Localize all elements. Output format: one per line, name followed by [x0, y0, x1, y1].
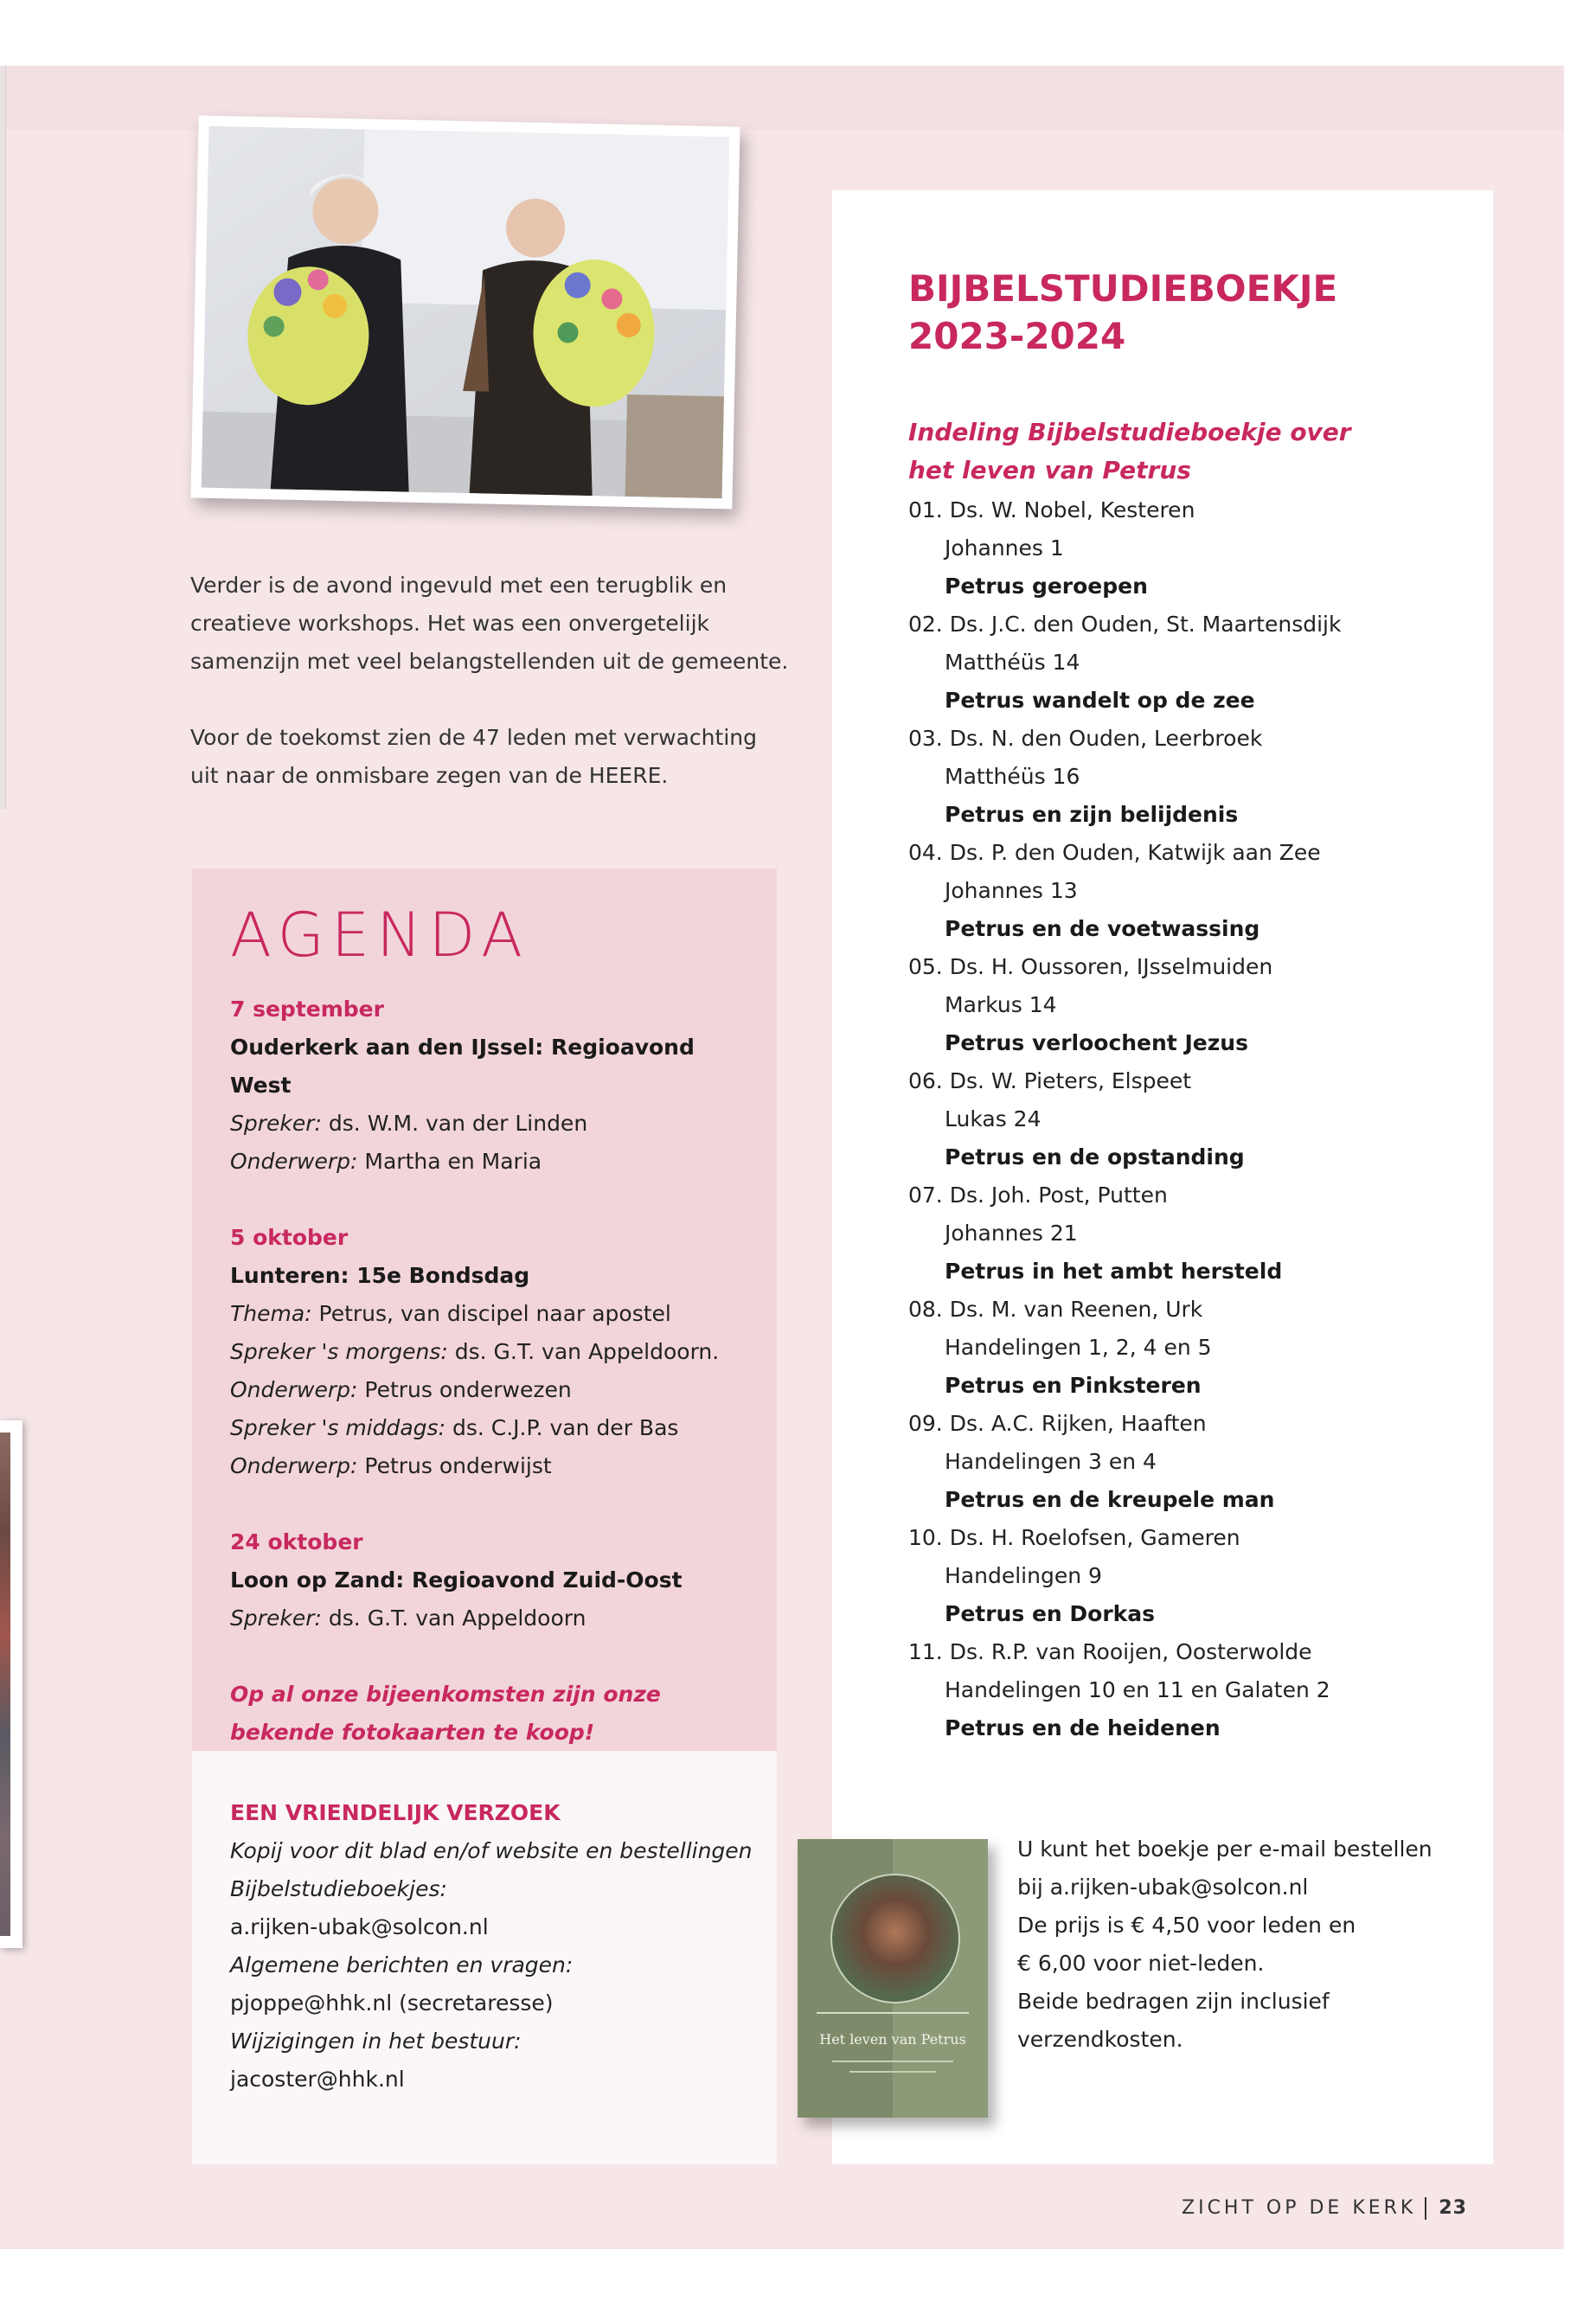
study-item — [908, 948, 1479, 1062]
study-topic: Petrus en zijn belijdenis — [945, 802, 1239, 827]
detail-label: Spreker: — [230, 1606, 322, 1631]
previous-page-photo-edge — [0, 1420, 22, 1948]
study-reference: Johannes 13 — [945, 878, 1078, 903]
bible-study-subtitle — [908, 413, 1427, 490]
intro-line: Voor de toekomst zien de 47 leden met verwachting — [190, 725, 757, 750]
order-line: Beide bedragen zijn inclusief — [1017, 1989, 1330, 2014]
study-topic: Petrus geroepen — [945, 574, 1148, 599]
study-reference: Handelingen 10 en 11 en Galaten 2 — [945, 1677, 1330, 1702]
booklet-title: Het leven van Petrus — [819, 2031, 966, 2048]
study-speaker — [908, 1633, 1479, 1671]
study-item — [908, 1176, 1479, 1291]
study-speaker — [908, 720, 1479, 758]
magazine-name: ZICHT OP DE KERK — [1182, 2197, 1417, 2219]
event-photo-image — [202, 126, 730, 499]
study-item — [908, 1062, 1479, 1176]
event-date: 24 oktober — [230, 1529, 363, 1554]
bible-title-line: BIJBELSTUDIEBOEKJE — [908, 267, 1338, 310]
order-info — [1017, 1830, 1484, 2059]
request-line: Algemene berichten en vragen: — [230, 1952, 574, 1977]
detail-value: Petrus, van discipel naar apostel — [311, 1301, 671, 1326]
speaker-text: Ds. J.C. den Ouden, St. Maartensdijk — [949, 612, 1342, 637]
study-topic: Petrus en Dorkas — [945, 1601, 1156, 1626]
speaker-text: Ds. H. Oussoren, IJsselmuiden — [949, 954, 1273, 979]
study-topic: Petrus en de heidenen — [945, 1715, 1221, 1740]
event-photo — [190, 115, 740, 509]
study-speaker — [908, 1176, 1479, 1215]
agenda-title: AGENDA — [230, 900, 530, 971]
footer-divider — [1425, 2197, 1426, 2220]
order-line: bij a.rijken-ubak@solcon.nl — [1017, 1875, 1309, 1900]
agenda-note-line: bekende fotokaarten te koop! — [230, 1720, 595, 1745]
study-number: 04. — [908, 840, 943, 865]
study-topic: Petrus en de kreupele man — [945, 1487, 1275, 1512]
event-place: Loon op Zand: Regioavond Zuid-Oost — [230, 1567, 683, 1593]
study-reference: Lukas 24 — [945, 1106, 1042, 1131]
speaker-text: Ds. A.C. Rijken, Haaften — [949, 1411, 1207, 1436]
detail-value: Petrus onderwezen — [357, 1377, 572, 1402]
study-speaker — [908, 1062, 1479, 1100]
study-item — [908, 491, 1479, 606]
intro-line: Verder is de avond ingevuld met een terugblik en — [190, 573, 727, 598]
bible-subtitle-line: het leven van Petrus — [908, 456, 1191, 484]
detail-value: Petrus onderwijst — [357, 1453, 552, 1478]
study-topic: Petrus in het ambt hersteld — [945, 1259, 1283, 1284]
event-detail — [230, 1143, 758, 1181]
agenda-event — [230, 1219, 758, 1485]
intro-line: creatieve workshops. Het was een onvergetelijk — [190, 611, 709, 636]
study-speaker — [908, 834, 1479, 872]
study-item — [908, 606, 1479, 720]
study-reference: Matthéüs 14 — [945, 650, 1080, 675]
agenda-event — [230, 1523, 758, 1638]
study-number: 03. — [908, 726, 943, 751]
intro-line: uit naar de onmisbare zegen van de HEERE. — [190, 763, 669, 788]
speaker-text: Ds. M. van Reenen, Urk — [949, 1297, 1203, 1322]
speaker-text: Ds. H. Roelofsen, Gameren — [949, 1525, 1240, 1550]
agenda-list — [230, 990, 758, 1752]
bible-study-title — [908, 265, 1462, 360]
intro-paragraph-2 — [190, 719, 796, 795]
request-email[interactable]: a.rijken-ubak@solcon.nl — [230, 1914, 489, 1939]
intro-text — [190, 567, 796, 833]
study-number: 11. — [908, 1639, 943, 1664]
event-detail — [230, 1333, 758, 1371]
study-reference: Markus 14 — [945, 992, 1057, 1017]
intro-line: samenzijn met veel belangstellenden uit de gemeente. — [190, 649, 789, 674]
study-item — [908, 1633, 1479, 1747]
order-line: € 6,00 voor niet-leden. — [1017, 1951, 1265, 1976]
study-item — [908, 1519, 1479, 1633]
study-speaker — [908, 606, 1479, 644]
order-line: verzendkosten. — [1017, 2027, 1183, 2052]
study-reference: Handelingen 9 — [945, 1563, 1102, 1588]
agenda-event — [230, 990, 758, 1181]
order-line: De prijs is € 4,50 voor leden en — [1017, 1913, 1356, 1938]
agenda-note — [230, 1676, 758, 1752]
detail-label: Spreker 's middags: — [230, 1415, 445, 1440]
study-topic: Petrus en de opstanding — [945, 1144, 1245, 1170]
speaker-text: Ds. W. Nobel, Kesteren — [949, 497, 1195, 522]
study-reference: Johannes 1 — [945, 535, 1064, 561]
booklet-cover-image — [798, 1839, 988, 2118]
study-reference: Handelingen 1, 2, 4 en 5 — [945, 1335, 1212, 1360]
event-date: 5 oktober — [230, 1225, 349, 1250]
event-detail — [230, 1599, 758, 1638]
study-number: 01. — [908, 497, 943, 522]
request-line: Kopij voor dit blad en/of website en bestellingen — [230, 1838, 753, 1863]
bible-subtitle-line: Indeling Bijbelstudieboekje over — [908, 418, 1351, 446]
request-line: Wijzigingen in het bestuur: — [230, 2029, 522, 2054]
study-number: 05. — [908, 954, 943, 979]
detail-value: ds. G.T. van Appeldoorn — [321, 1606, 586, 1631]
speaker-text: Ds. N. den Ouden, Leerbroek — [949, 726, 1263, 751]
study-item — [908, 720, 1479, 834]
study-number: 06. — [908, 1068, 943, 1093]
request-line: Bijbelstudieboekjes: — [230, 1876, 447, 1901]
detail-value: ds. G.T. van Appeldoorn. — [447, 1339, 720, 1364]
study-item — [908, 834, 1479, 948]
study-speaker — [908, 1519, 1479, 1557]
event-detail — [230, 1371, 758, 1409]
speaker-text: Ds. P. den Ouden, Katwijk aan Zee — [949, 840, 1321, 865]
event-detail — [230, 1295, 758, 1333]
order-line: U kunt het boekje per e-mail bestellen — [1017, 1836, 1433, 1862]
study-topic: Petrus en Pinksteren — [945, 1373, 1202, 1398]
detail-label: Spreker: — [230, 1111, 322, 1136]
study-topic: Petrus wandelt op de zee — [945, 688, 1255, 713]
event-detail — [230, 1409, 758, 1447]
speaker-text: Ds. Joh. Post, Putten — [949, 1183, 1168, 1208]
event-place: Lunteren: 15e Bondsdag — [230, 1263, 530, 1288]
study-number: 07. — [908, 1183, 943, 1208]
study-number: 08. — [908, 1297, 943, 1322]
agenda-note-line: Op al onze bijeenkomsten zijn onze — [230, 1682, 661, 1707]
study-speaker — [908, 1405, 1479, 1443]
bible-title-line: 2023-2024 — [908, 315, 1126, 357]
page-footer — [1173, 2197, 1467, 2220]
event-detail — [230, 1447, 758, 1485]
detail-value: ds. C.J.P. van der Bas — [445, 1415, 679, 1440]
speaker-text: Ds. W. Pieters, Elspeet — [949, 1068, 1192, 1093]
previous-page-edge — [0, 66, 6, 810]
study-item — [908, 1405, 1479, 1519]
study-number: 10. — [908, 1525, 943, 1550]
study-reference: Handelingen 3 en 4 — [945, 1449, 1157, 1474]
event-place: Ouderkerk aan den IJssel: Regioavond West — [230, 1035, 695, 1098]
study-number: 09. — [908, 1411, 943, 1436]
study-item — [908, 1291, 1479, 1405]
detail-value: Martha en Maria — [357, 1149, 542, 1174]
request-email[interactable]: jacoster@hhk.nl — [230, 2067, 405, 2092]
speaker-text: Ds. R.P. van Rooijen, Oosterwolde — [949, 1639, 1312, 1664]
study-reference: Johannes 21 — [945, 1221, 1078, 1246]
study-reference: Matthéüs 16 — [945, 764, 1080, 789]
event-detail — [230, 1105, 758, 1143]
cover-illustration — [830, 1874, 960, 2003]
request-email[interactable]: pjoppe@hhk.nl (secretaresse) — [230, 1990, 554, 2016]
detail-label: Thema: — [230, 1301, 312, 1326]
detail-value: ds. W.M. van der Linden — [321, 1111, 588, 1136]
event-date: 7 september — [230, 997, 384, 1022]
request-content — [230, 1794, 766, 2099]
detail-label: Onderwerp: — [230, 1377, 358, 1402]
study-speaker — [908, 491, 1479, 529]
detail-label: Onderwerp: — [230, 1453, 358, 1478]
study-topic: Petrus en de voetwassing — [945, 916, 1260, 941]
study-speaker — [908, 948, 1479, 986]
request-heading: EEN VRIENDELIJK VERZOEK — [230, 1800, 561, 1825]
study-speaker — [908, 1291, 1479, 1329]
page-number: 23 — [1439, 2197, 1467, 2219]
study-list — [908, 491, 1479, 1747]
study-number: 02. — [908, 612, 943, 637]
detail-label: Spreker 's morgens: — [230, 1339, 448, 1364]
detail-label: Onderwerp: — [230, 1149, 358, 1174]
study-topic: Petrus verloochent Jezus — [945, 1030, 1248, 1055]
intro-paragraph-1 — [190, 567, 796, 681]
